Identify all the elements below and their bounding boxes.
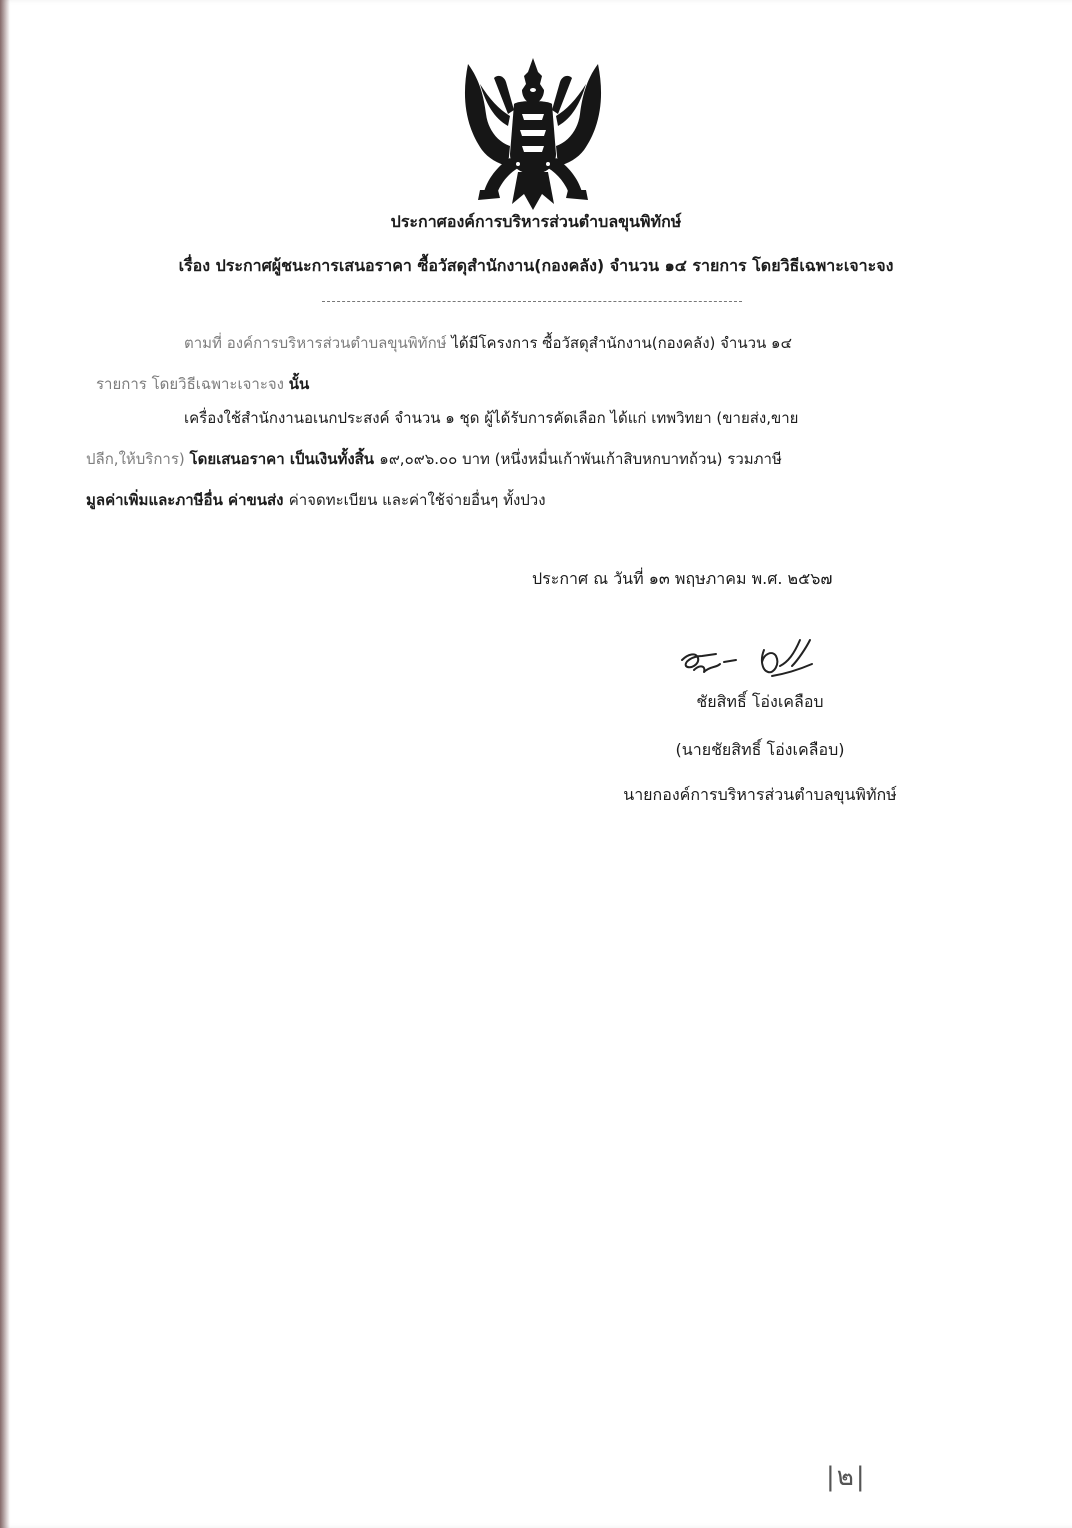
paragraph-2-line-1: เครื่องใช้สำนักงานอเนกประสงค์ จำนวน ๑ ชุด ผู้ได้รับการคัดเลือก ได้แก่ เทพวิทยา (ขายส่ง,ขาย — [184, 409, 799, 427]
paragraph-1-line-2 — [96, 374, 309, 394]
p2-line2-text: ๑๙,๐๙๖.๐๐ บาท (หนึ่งหมื่นเก้าพันเก้าสิบหกบาทถ้วน) รวมภาษี — [379, 450, 782, 468]
p1-line2-faint: รายการ โดยวิธีเฉพาะเจาะจง — [96, 375, 289, 393]
signatory-name: ชัยสิทธิ์ โอ่งเคลือบ — [696, 692, 824, 711]
handwritten-signature-icon — [676, 636, 826, 686]
p1-line2-text: นั้น — [288, 375, 310, 393]
p2-line2-faint: ปลีก,ให้บริการ) — [86, 450, 190, 468]
page-number-mark: |๒| — [826, 1462, 867, 1492]
announcement-date: ประกาศ ณ วันที่ ๑๓ พฤษภาคม พ.ศ. ๒๕๖๗ — [532, 569, 833, 588]
paragraph-2-line-2 — [86, 449, 782, 469]
p1-line1-text: ได้มีโครงการ ซื้อวัสดุสำนักงาน(กองคลัง) จำนวน ๑๔ — [451, 334, 792, 352]
paragraph-1-line-1 — [184, 333, 792, 353]
p1-line1-faint: ตามที่ องค์การบริหารส่วนตำบลขุนพิทักษ์ — [184, 334, 452, 352]
p2-line3-bold: มูลค่าเพิ่มและภาษีอื่น ค่าขนส่ง — [86, 491, 289, 509]
signatory-full-name: (นายชัยสิทธิ์ โอ่งเคลือบ) — [675, 740, 845, 759]
signatory-position: นายกองค์การบริหารส่วนตำบลขุนพิทักษ์ — [623, 785, 897, 804]
document-subject: เรื่อง ประกาศผู้ชนะการเสนอราคา ซื้อวัสดุสำนักงาน(กองคลัง) จำนวน ๑๔ รายการ โดยวิธีเฉพาะเจาะจง — [178, 256, 894, 275]
garuda-emblem-icon — [458, 54, 608, 214]
p2-line2-bold: โดยเสนอราคา เป็นเงินทั้งสิ้น — [189, 450, 380, 468]
paragraph-2-line-3 — [86, 490, 546, 510]
header-divider — [322, 301, 742, 302]
document-title: ประกาศองค์การบริหารส่วนตำบลขุนพิทักษ์ — [390, 212, 682, 231]
p2-line3-text: ค่าจดทะเบียน และค่าใช้จ่ายอื่นๆ ทั้งปวง — [288, 491, 546, 509]
